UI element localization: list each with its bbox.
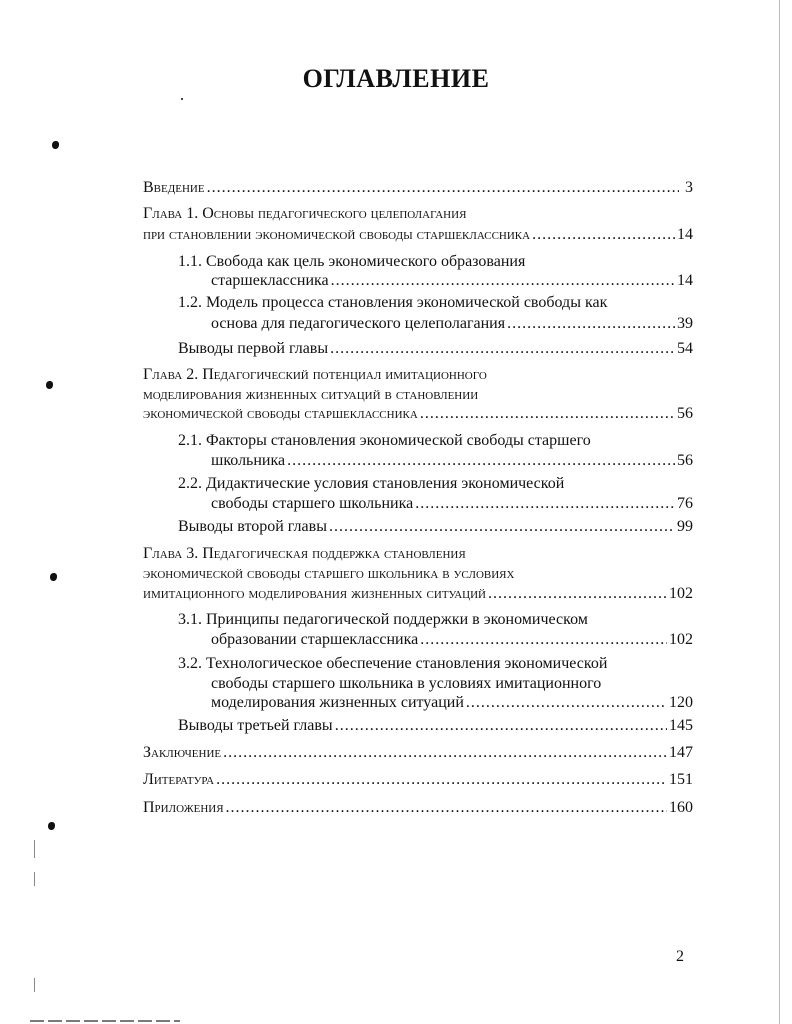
scan-edge-mark [34,840,35,858]
punch-hole-mark [48,822,55,830]
scan-edge-mark [34,872,35,886]
toc-page-number: 56 [677,452,693,469]
dot-leader [207,178,679,198]
page-edge-bottom [30,1020,180,1022]
dot-leader [415,494,675,514]
dot-leader [532,225,675,245]
dot-leader [331,271,675,291]
toc-page-number: 54 [677,340,693,357]
toc-page-number: 76 [677,495,693,512]
dot-leader [287,451,675,471]
toc-entry-chapter1-conclusions[interactable] [178,339,693,359]
toc-entry-label: при становлении экономической свободы старшеклассника [143,226,531,243]
scan-speck [181,98,183,100]
toc-entry-chapter3-conclusions[interactable] [178,716,693,736]
toc-entry-chapter2[interactable] [143,404,693,424]
toc-entry-label: основа для педагогического целеполагания [211,315,506,332]
page-title: ОГЛАВЛЕНИЕ [302,64,490,93]
toc-entry-label: Выводы второй главы [178,518,327,535]
toc-entry-label: Заключение [143,744,222,761]
toc-page-number: 14 [677,272,693,289]
toc-chapter2-title-line1[interactable]: Глава 2. Педагогический потенциал имитационного [143,366,487,383]
dot-leader [330,339,675,359]
toc-entry-label: школьника [211,452,286,469]
toc-entry-intro[interactable] [143,178,693,198]
dot-leader [507,314,675,334]
toc-entry-conclusion[interactable] [143,743,693,763]
toc-page-number: 147 [669,744,693,761]
toc-entry-section-3-1[interactable] [211,630,693,650]
toc-chapter1-title-line1[interactable]: Глава 1. Основы педагогического целеполагания [143,205,467,222]
toc-entry-section-1-2[interactable] [211,314,693,334]
toc-section-1-1-line1[interactable]: 1.1. Свобода как цель экономического образования [178,253,526,270]
toc-entry-label: старшеклассника [211,272,329,289]
toc-chapter3-title-line2[interactable]: экономической свободы старшего школьника в условиях [143,565,515,582]
toc-entry-chapter1[interactable] [143,225,693,245]
toc-page-number: 56 [677,405,693,422]
toc-chapter3-title-line1[interactable]: Глава 3. Педагогическая поддержка становления [143,545,466,562]
toc-entry-label: моделирования жизненных ситуаций [211,694,464,711]
toc-page-number: 120 [669,694,693,711]
toc-section-2-2-line1[interactable]: 2.2. Дидактические условия становления экономической [178,475,565,492]
toc-entry-chapter3[interactable] [143,584,693,604]
toc-page-number: 39 [677,315,693,332]
toc-section-1-2-line1[interactable]: 1.2. Модель процесса становления экономической свободы как [178,294,608,311]
dot-leader [466,693,667,713]
toc-entry-appendices[interactable] [143,798,693,818]
dot-leader [420,630,667,650]
toc-entry-label: Введение [143,179,205,196]
dot-leader [420,404,675,424]
toc-entry-label: Литература [143,771,215,788]
toc-section-3-1-line1[interactable]: 3.1. Принципы педагогической поддержки в экономическом [178,611,588,628]
toc-entry-label: свободы старшего школьника [211,495,414,512]
toc-entry-chapter2-conclusions[interactable] [178,517,693,537]
punch-hole-mark [50,573,57,581]
toc-entry-section-1-1[interactable] [211,271,693,291]
toc-entry-section-3-2[interactable] [211,693,693,713]
toc-entry-label: образовании старшеклассника [211,631,419,648]
dot-leader [226,798,667,818]
punch-hole-mark [46,381,53,389]
toc-page-number: 151 [669,771,693,788]
toc-entry-label: Приложения [143,799,224,816]
toc-page-number: 102 [669,631,693,648]
toc-page-number: 160 [669,799,693,816]
punch-hole-mark [52,141,59,149]
toc-entry-literature[interactable] [143,770,693,790]
toc-entry-section-2-2[interactable] [211,494,693,514]
toc-section-3-2-line1[interactable]: 3.2. Технологическое обеспечение становления экономической [178,655,608,672]
toc-entry-label: Выводы третьей главы [178,717,333,734]
dot-leader [488,584,667,604]
toc-page-number: 145 [669,717,693,734]
scan-edge-mark [34,978,35,992]
toc-page-number: 99 [677,518,693,535]
dot-leader [223,743,667,763]
dot-leader [335,716,667,736]
toc-section-2-1-line1[interactable]: 2.1. Факторы становления экономической свободы старшего [178,432,591,449]
page-edge-right [779,0,780,1024]
toc-entry-label: экономической свободы старшеклассника [143,405,418,422]
dot-leader [329,517,675,537]
toc-page-number: 102 [669,585,693,602]
toc-page-number: 14 [677,226,693,243]
toc-entry-label: имитационного моделирования жизненных ситуаций [143,585,487,602]
page-number: 2 [676,948,684,965]
toc-chapter2-title-line2[interactable]: моделирования жизненных ситуаций в становлении [143,386,479,403]
dot-leader [216,770,667,790]
toc-entry-label: Выводы первой главы [178,340,329,357]
toc-entry-section-2-1[interactable] [211,451,693,471]
toc-section-3-2-line2[interactable]: свободы старшего школьника в условиях имитационного [211,675,602,692]
toc-page-number: 3 [685,179,693,196]
